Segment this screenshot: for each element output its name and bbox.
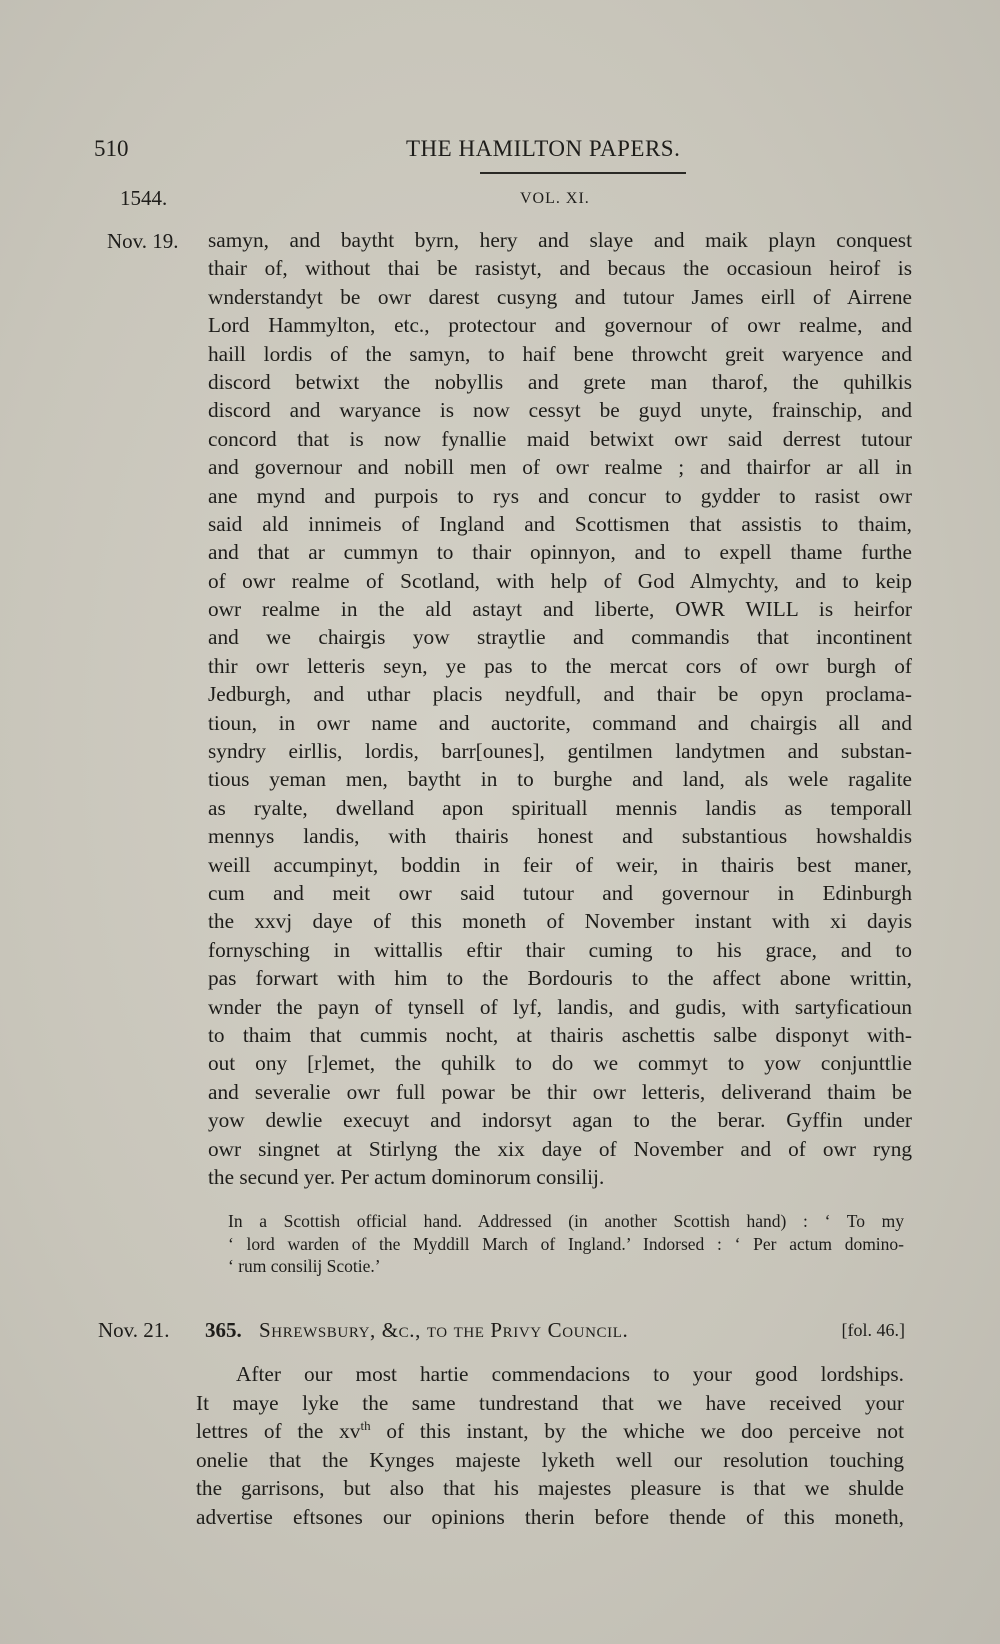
document-heading xyxy=(205,1318,905,1348)
document-title: Shrewsbury, &c., to the Privy Council. xyxy=(259,1318,629,1342)
text-line: wnder the payn of tynsell of lyf, landis, and gudis, with sartyficatioun xyxy=(208,994,912,1019)
page-header xyxy=(0,128,1000,168)
text-line: and governour and nobill men of owr realme ; and thairfor ar all in xyxy=(208,455,912,480)
text-line: cum and meit owr said tutour and governour in Edinburgh xyxy=(208,880,912,905)
text-line: fornysching in wittallis eftir thair cuming to his grace, and to xyxy=(208,937,912,962)
text-line: owr realme in the ald astayt and liberte, OWR WILL is heirfor xyxy=(208,597,912,622)
entry-date: Nov. 19. xyxy=(107,229,179,253)
text-line: thair of, without thai be rasistyt, and becaus the occasioun heirof is xyxy=(208,256,912,281)
text-line: Lord Hammylton, etc., protectour and governour of owr realme, and xyxy=(208,313,912,338)
text-segment: lettres of the xv xyxy=(196,1419,361,1444)
letter-body-text xyxy=(196,1360,904,1532)
text-line: and severalie owr full powar be thir owr letteris, deliverand thaim be xyxy=(208,1079,912,1104)
text-line: and that ar cummyn to thair opinnyon, and to expell thame furthe xyxy=(208,540,912,565)
text-line: It maye lyke the same tundrestand that we have received your xyxy=(196,1390,904,1415)
text-line: ‘ rum consilij Scotie.’ xyxy=(228,1256,381,1276)
text-line: syndry eirllis, lordis, barr[ounes], gentilmen landytmen and substan- xyxy=(208,739,912,764)
entry-date: Nov. 21. xyxy=(98,1318,170,1342)
year-label: 1544. xyxy=(120,186,168,210)
volume-label: VOL. XI. xyxy=(520,190,590,207)
text-line: In a Scottish official hand. Addressed (in another Scottish hand) : ‘ To my xyxy=(228,1211,904,1231)
text-line: the secund yer. Per actum dominorum consilij. xyxy=(208,1164,605,1189)
superscript: th xyxy=(360,1418,371,1434)
text-line: ‘ lord warden of the Myddill March of Ingland.’ Indorsed : ‘ Per actum domino- xyxy=(228,1233,904,1254)
text-line: discord and waryance is now cessyt be guyd unyte, frainschip, and xyxy=(208,398,912,423)
editorial-note xyxy=(228,1210,904,1278)
text-line: wnderstandyt be owr darest cusyng and tutour James eirll of Airrene xyxy=(208,284,912,309)
page-number: 510 xyxy=(94,136,129,161)
document-number: 365. xyxy=(205,1318,242,1342)
text-line: haill lordis of the samyn, to haif bene throwcht greit waryence and xyxy=(208,341,912,366)
folio-reference: [fol. 46.] xyxy=(841,1320,905,1340)
text-line: ane mynd and purpois to rys and concur to gydder to rasist owr xyxy=(208,483,912,508)
text-line: Jedburgh, and uthar placis neydfull, and thair be opyn proclama- xyxy=(208,682,912,707)
text-segment: of this instant, by the whiche we doo perceive not xyxy=(370,1419,904,1444)
text-line: tious yeman men, baytht in to burghe and land, als wele ragalite xyxy=(208,767,912,792)
text-line: yow dewlie execuyt and indorsyt agan to the berar. Gyffin under xyxy=(208,1108,912,1133)
text-line: of owr realme of Scotland, with help of God Almychty, and to keip xyxy=(208,568,912,593)
text-line: samyn, and baytht byrn, hery and slaye and maik playn conquest xyxy=(208,228,912,252)
text-line: weill accumpinyt, boddin in feir of weir, in thairis best maner, xyxy=(208,852,912,877)
text-line: thir owr letteris seyn, ye pas to the mercat cors of owr burgh of xyxy=(208,653,912,678)
text-line: owr singnet at Stirlyng the xix daye of November and of owr ryng xyxy=(208,1136,912,1161)
text-line: out ony [r]emet, the quhilk to do we commyt to yow conjunttlie xyxy=(208,1051,912,1076)
text-line: as ryalte, dwelland apon spirituall mennis landis as temporall xyxy=(208,795,912,820)
running-title: THE HAMILTON PAPERS. xyxy=(406,136,681,161)
text-line xyxy=(196,1417,904,1446)
text-line: the garrisons, but also that his majestes pleasure is that we shulde xyxy=(196,1476,904,1501)
text-line: discord betwixt the nobyllis and grete man tharof, the quhilkis xyxy=(208,369,912,394)
text-line: concord that is now fynallie maid betwixt owr said derrest tutour xyxy=(208,426,912,451)
text-line: the xxvj daye of this moneth of November instant with xi dayis xyxy=(208,909,912,934)
text-line: onelie that the Kynges majeste lyketh well our resolution touching xyxy=(196,1447,904,1472)
text-line: mennys landis, with thairis honest and substantious howshaldis xyxy=(208,824,912,849)
letter-body-text xyxy=(208,226,912,1191)
header-rule xyxy=(480,172,686,174)
text-line: said ald innimeis of Ingland and Scottismen that assistis to thaim, xyxy=(208,511,912,536)
text-line: tioun, in owr name and auctorite, command and chairgis all and xyxy=(208,710,912,735)
text-line: After our most hartie commendacions to your good lordships. xyxy=(236,1362,904,1386)
text-line: and we chairgis yow straytlie and commandis that incontinent xyxy=(208,625,912,650)
text-line: pas forwart with him to the Bordouris to the affect abone writtin, xyxy=(208,966,912,991)
text-line: advertise eftsones our opinions therin before thende of this moneth, xyxy=(196,1504,904,1529)
text-line: to thaim that cummis nocht, at thairis aschettis salbe disponyt with- xyxy=(208,1022,912,1047)
